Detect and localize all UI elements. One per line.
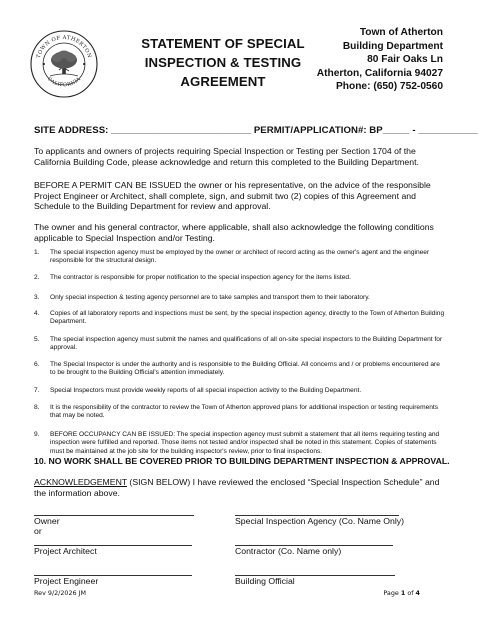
- title-line: STATEMENT OF SPECIAL: [141, 36, 305, 51]
- condition-text: The special inspection agency must be employed by the owner or architect of record acting as the owner's agent and the engineer responsible for the structural design.: [50, 249, 430, 265]
- condition-number: 9.: [34, 431, 40, 438]
- or-label: or: [34, 526, 42, 536]
- condition-number: 1.: [34, 249, 40, 256]
- svg-text:TOWN OF ATHERTON: TOWN OF ATHERTON: [35, 34, 93, 59]
- conditions-paragraph: The owner and his general contractor, where applicable, shall also acknowledge the following conditions applicable to Special Inspection and/or Testing.: [34, 222, 434, 243]
- town-address-block: [317, 26, 443, 94]
- acknowledgement-label: ACKNOWLEDGEMENT: [34, 477, 128, 487]
- engineer-label: Project Engineer: [34, 576, 99, 586]
- revision-note: Rev 9/2/2026 JM: [34, 589, 87, 597]
- site-address-permit-line: SITE ADDRESS: __________________________ PERMIT/APPLICATION#: BP_____ - ___________: [34, 125, 478, 136]
- intro-paragraph: To applicants and owners of projects requiring Special Inspection or Testing per Section 1704 of the California Building Code, please acknowledge and return this completed to the Building Department.: [34, 146, 419, 167]
- condition-text: The contractor is responsible for proper notification to the special inspection agency for the items listed.: [50, 274, 351, 281]
- condition-number: 4.: [34, 310, 40, 317]
- acknowledgement-text: (SIGN BELOW) I have reviewed the enclosed “Special Inspection Schedule” and the information above.: [34, 477, 440, 498]
- contractor-label: Contractor (Co. Name only): [235, 546, 342, 556]
- condition-text: The Special Inspector is under the authority and is responsible to the Building Official. All concerns and / or problems encountered are to be brought to the Building Official's attention immediately.: [50, 361, 440, 377]
- condition-item-10: 10. NO WORK SHALL BE COVERED PRIOR TO BUILDING DEPARTMENT INSPECTION & APPROVAL.: [34, 456, 450, 466]
- page-number: 1: [400, 589, 406, 597]
- architect-label: Project Architect: [34, 546, 97, 556]
- condition-number: 2.: [34, 274, 40, 281]
- page-of: of: [405, 589, 416, 597]
- page-prefix: Page: [383, 589, 401, 597]
- title-line: AGREEMENT: [180, 74, 266, 89]
- condition-text: BEFORE OCCUPANCY CAN BE ISSUED: The special inspection agency must submit a statement that all items requiring testing and inspection were fulfilled and reported. Those items not tested and/or inspected shall be noted in this statement. Copies of statements must be maintained at the job site for the building inspector's review, prior to final inspections.: [50, 431, 440, 455]
- condition-number: 8.: [34, 404, 40, 411]
- page-indicator: [383, 589, 420, 597]
- street-address: 80 Fair Oaks Ln: [367, 54, 443, 66]
- department-name: Building Department: [342, 40, 443, 52]
- condition-number: 3.: [34, 294, 40, 301]
- condition-number: 5.: [34, 336, 40, 343]
- city-state-zip: Atherton, California 94027: [316, 67, 443, 79]
- official-label: Building Official: [235, 576, 295, 586]
- title-line: INSPECTION & TESTING: [144, 55, 302, 70]
- permit-paragraph: BEFORE A PERMIT CAN BE ISSUED the owner or his representative, on the advice of the responsible Project Engineer or Architect, shall complete, sign, and submit two (2) copies of this Agreement and Schedule to the Building Department for review and approval.: [34, 180, 431, 212]
- condition-text: The special inspection agency must submit the names and qualifications of all on-site special inspectors to the Building Department for approval.: [50, 336, 443, 352]
- document-title: [128, 34, 318, 91]
- condition-text: Only special inspection & testing agency personnel are to take samples and transport them to their laboratory.: [50, 294, 370, 301]
- town-seal-logo: [30, 30, 98, 98]
- page-total: 4: [415, 589, 420, 597]
- phone-number: Phone: (650) 752-0560: [335, 81, 443, 93]
- agency-label: Special Inspection Agency (Co. Name Only): [235, 516, 405, 526]
- condition-number: 6.: [34, 361, 40, 368]
- acknowledgement-paragraph: [34, 477, 446, 498]
- condition-number: 7.: [34, 387, 40, 394]
- condition-text: It is the responsibility of the contractor to review the Town of Atherton approved plans for additional inspection or testing requirements that may be noted.: [50, 404, 439, 420]
- town-name: Town of Atherton: [359, 27, 443, 38]
- svg-text:CALIFORNIA: CALIFORNIA: [45, 76, 83, 89]
- condition-text: Special Inspectors must provide weekly reports of all special inspection activity to the Building Department.: [50, 387, 362, 394]
- condition-text: Copies of all laboratory reports and inspections must be sent, by the special inspection agency, directly to the Town of Atherton Building Department.: [50, 310, 445, 326]
- owner-label: Owner: [34, 516, 60, 526]
